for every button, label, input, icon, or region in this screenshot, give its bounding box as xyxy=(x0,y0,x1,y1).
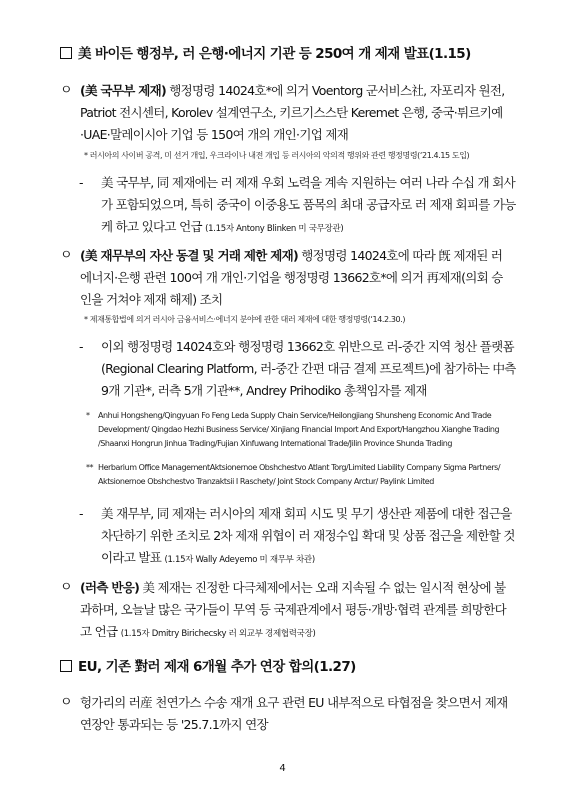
dash-item-treasury-statement xyxy=(79,503,519,571)
item-text: 헝가리의 러産 천연가스 수송 재개 요구 관련 EU 내부적으로 타협점을 찾으면서 제재 연장안 통과되는 등 '25.7.1까지 연장 xyxy=(80,695,508,732)
footnote-text: Anhui Hongsheng/Qingyuan Fo Feng Leda Supply Chain Service/Heilongjiang Shunsheng Economic And Trade Development/ Qingdao Hezhi Business Service/ Xinjiang Financial Import And Export/Hangzhou Xianghe Trading /Shaanxi Hongrun Jinhua Trading/Fujian Xinfuwang International Trade/Jilin Province Shunda Trading xyxy=(98,411,500,448)
circle-bullet-icon: ㅇ xyxy=(60,580,72,595)
item-text: 행정명령 14024호*에 의거 Voentorg 군서비스社, 자포리자 원전, Patriot 전시센터, Korolev 설계연구소, 키르기스스탄 Keremet 은행, 중국·튀르키예·UAE·말레이시아 기업 등 150여 개의 개인·기업 제재 xyxy=(80,83,505,142)
item-text: 美 제재는 진정한 다극체제에서는 오래 지속될 수 없는 일시적 현상에 불과하며, 오늘날 많은 국가들이 무역 등 국제관계에서 평등·개방·협력 관계를 희망한다고 언급 xyxy=(80,580,507,639)
item-heading: (러측 반응) xyxy=(80,580,140,595)
source-citation: (1.15자 Dmitry Birichecsky 러 외교부 경제협력국장) xyxy=(120,629,316,639)
page-number: 4 xyxy=(279,763,286,774)
source-citation: (1.15자 Antony Blinken 미 국무장관) xyxy=(205,224,344,234)
source-citation: (1.15자 Wally Adeyemo 미 재무부 차관) xyxy=(164,555,315,565)
footnote-russian-entities xyxy=(86,461,526,489)
circle-bullet-icon: ㅇ xyxy=(60,695,72,710)
checkbox-square-icon xyxy=(60,47,72,59)
footnote: * 제재통합법에 의거 러시아 금융서비스·에너지 분야에 관한 대러 제재에 대한 행정명령(‘14.2.30.) xyxy=(84,315,406,324)
footnote-mark: * xyxy=(86,411,90,420)
dash-item-clearing-platform xyxy=(79,336,519,402)
item-heading: (美 재무부의 자산 동결 및 거래 제한 제재) xyxy=(80,248,299,263)
dash-item-state-dept xyxy=(79,172,519,240)
section-title: 美 바이든 행정부, 러 은행·에너지 기관 등 250여 개 제재 발표(1.15) xyxy=(78,46,471,62)
circle-bullet-icon: ㅇ xyxy=(60,248,72,263)
footnote: * 러시아의 사이버 공격, 미 선거 개입, 우크라이나 내전 개입 등 러시아의 악의적 행위와 관련 행정명령(‘21.4.15 도입) xyxy=(84,151,470,160)
dash-text: 美 국무부, 同 제재에는 러 제재 우회 노력을 계속 지원하는 여러 나라 수십 개 회사가 포함되었으며, 특히 중국이 이중용도 품목의 최대 공급자로 러 제재 회피를 가능케 하고 있다고 언급 xyxy=(101,175,516,234)
dash-text: 美 재무부, 同 제재는 러시아의 제재 회피 시도 및 무기 생산관 제품에 대한 접근을 차단하기 위한 조치로 2차 제재 위협이 러 재정수입 확대 및 상품 접근을 제한할 것이라고 발표 xyxy=(101,506,515,565)
section-heading-us-sanctions xyxy=(60,42,471,62)
dash-text: 이외 행정명령 14024호와 행정명령 13662호 위반으로 러-중간 지역 청산 플랫폼(Regional Clearing Platform, 러-중간 간편 대금 결제 프로젝트)에 참가하는 中측 9개 기관*, 러측 5개 기관**, Andrey Prihodiko 총책임자를 제재 xyxy=(101,339,516,398)
bullet-item-eu-extension xyxy=(60,692,512,736)
dash-bullet: - xyxy=(79,506,83,521)
item-heading: (美 국무부 제재) xyxy=(80,83,167,98)
bullet-item-treasury xyxy=(60,245,512,311)
bullet-item-state-dept xyxy=(60,80,512,146)
bullet-item-russia-reaction xyxy=(60,577,512,645)
circle-bullet-icon: ㅇ xyxy=(60,83,72,98)
dash-bullet: - xyxy=(79,175,83,190)
footnote-text: Herbarium Office ManagementAktsionernoe Obshchestvo Atlant Torg/Limited Liability Company Sigma Partners/ Aktsionernoe Obshchestvo Tranzaktsii I Raschety/ Joint Stock Company Arctur/ Paylink Limited xyxy=(98,463,501,486)
section-title: EU, 기존 對러 제재 6개월 추가 연장 합의(1.27) xyxy=(78,659,356,675)
footnote-chinese-entities xyxy=(86,409,526,451)
item-text: 행정명령 14024호에 따라 旣 제재된 러 에너지·은행 관련 100여 개 개인·기업을 행정명령 13662호*에 의거 再제재(의회 승인을 거쳐야 제재 해제) 조치 xyxy=(80,248,503,307)
dash-bullet: - xyxy=(79,339,83,354)
checkbox-square-icon xyxy=(60,660,72,672)
footnote-mark: ** xyxy=(86,463,94,472)
section-heading-eu-extension xyxy=(60,655,356,675)
